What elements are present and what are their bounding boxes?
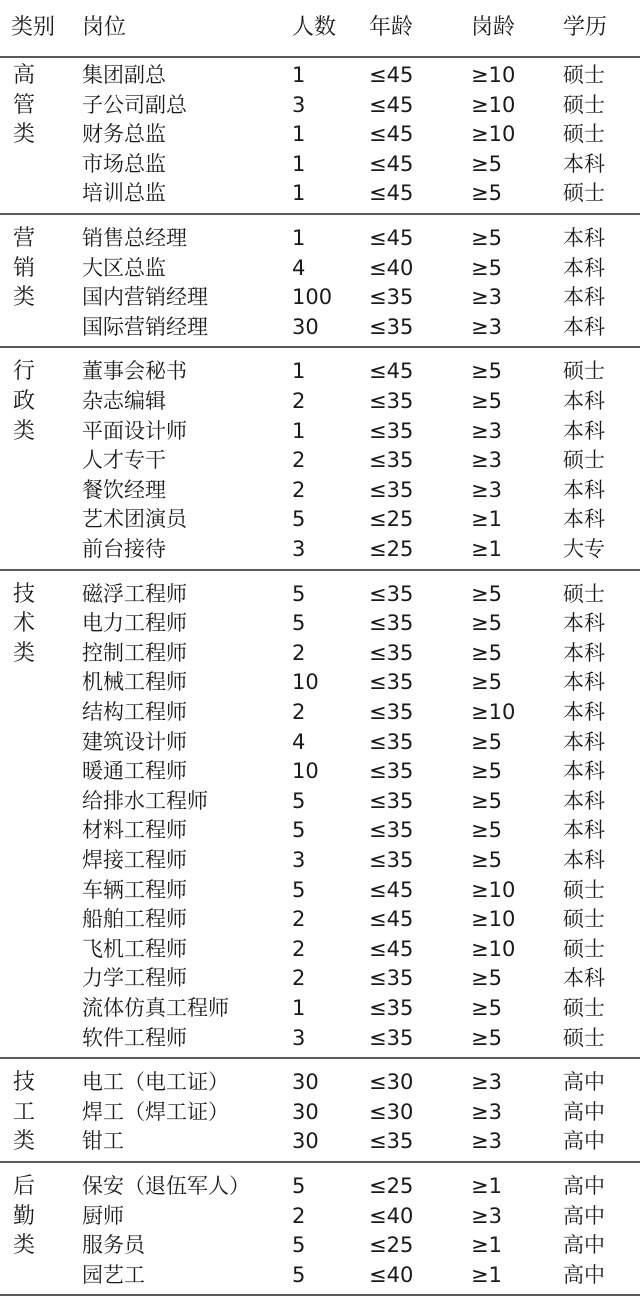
cell-education: 硕士 <box>563 448 605 473</box>
cell-education: 高中 <box>563 1203 605 1228</box>
cell-position: 焊工（焊工证） <box>82 1099 229 1124</box>
cell-position: 钳工 <box>82 1129 124 1154</box>
category-char: 类 <box>12 418 35 444</box>
cell-position: 财务总监 <box>82 122 166 147</box>
group-divider <box>0 1057 640 1059</box>
cell-education: 本科 <box>563 788 605 813</box>
cell-tenure: ≥3 <box>471 477 502 502</box>
cell-tenure: ≥5 <box>471 759 502 784</box>
cell-age: ≤30 <box>369 1070 414 1095</box>
cell-count: 4 <box>292 255 306 280</box>
cell-age: ≤35 <box>369 611 414 636</box>
cell-education: 硕士 <box>563 907 605 932</box>
cell-position: 大区总监 <box>82 255 166 280</box>
cell-position: 磁浮工程师 <box>82 581 187 606</box>
cell-tenure: ≥5 <box>471 848 502 872</box>
cell-age: ≤35 <box>369 670 414 695</box>
cell-count: 10 <box>292 670 319 695</box>
cell-age: ≤25 <box>369 1174 414 1198</box>
cell-position: 前台接待 <box>82 537 166 561</box>
cell-position: 董事会秘书 <box>82 359 187 384</box>
category-label <box>11 580 37 669</box>
cell-tenure: ≥5 <box>471 151 502 176</box>
cell-age: ≤45 <box>369 226 414 250</box>
cell-tenure: ≥3 <box>471 418 502 443</box>
cell-education: 本科 <box>563 729 605 754</box>
cell-age: ≤45 <box>369 92 414 117</box>
cell-age: ≤35 <box>369 640 414 665</box>
cell-age: ≤25 <box>369 537 414 561</box>
cell-education: 本科 <box>563 477 605 502</box>
cell-education: 本科 <box>563 255 605 280</box>
header-age: 年龄 <box>369 15 414 40</box>
cell-tenure: ≥10 <box>471 122 516 147</box>
cell-education: 硕士 <box>563 877 605 902</box>
cell-age: ≤45 <box>369 359 414 384</box>
table-header <box>0 0 640 56</box>
cell-tenure: ≥10 <box>471 700 516 724</box>
category-label <box>11 1172 37 1261</box>
cell-count: 1 <box>292 122 306 147</box>
cell-education: 高中 <box>563 1099 605 1124</box>
cell-age: ≤45 <box>369 877 414 902</box>
cell-tenure: ≥5 <box>471 1025 502 1050</box>
cell-education: 本科 <box>563 670 605 695</box>
category-label <box>11 357 37 446</box>
cell-position: 园艺工 <box>82 1262 145 1287</box>
cell-tenure: ≥1 <box>471 1174 502 1198</box>
cell-age: ≤35 <box>369 788 414 813</box>
cell-position: 给排水工程师 <box>82 788 208 813</box>
cell-age: ≤35 <box>369 389 414 413</box>
cell-count: 3 <box>292 1025 306 1050</box>
cell-count: 2 <box>292 448 306 473</box>
cell-education: 硕士 <box>563 1025 605 1050</box>
cell-position: 焊接工程师 <box>82 848 187 872</box>
cell-position: 餐饮经理 <box>82 477 166 502</box>
cell-tenure: ≥5 <box>471 581 502 606</box>
cell-tenure: ≥3 <box>471 285 502 310</box>
cell-tenure: ≥5 <box>471 640 502 665</box>
cell-tenure: ≥10 <box>471 63 516 87</box>
cell-position: 流体仿真工程师 <box>82 996 229 1020</box>
cell-tenure: ≥1 <box>471 507 502 532</box>
cell-education: 本科 <box>563 640 605 665</box>
cell-count: 5 <box>292 507 306 532</box>
cell-position: 机械工程师 <box>82 670 187 695</box>
cell-count: 30 <box>292 1099 319 1124</box>
cell-education: 本科 <box>563 966 605 991</box>
cell-tenure: ≥5 <box>471 966 502 991</box>
cell-tenure: ≥5 <box>471 359 502 384</box>
header-divider <box>0 56 640 58</box>
cell-position: 市场总监 <box>82 151 166 176</box>
cell-tenure: ≥1 <box>471 537 502 561</box>
cell-age: ≤25 <box>369 507 414 532</box>
cell-education: 硕士 <box>563 181 605 206</box>
category-char: 技 <box>12 581 35 607</box>
group-divider <box>0 213 640 215</box>
cell-position: 国际营销经理 <box>82 314 208 339</box>
cell-count: 1 <box>292 418 306 443</box>
category-char: 勤 <box>12 1203 35 1229</box>
cell-tenure: ≥3 <box>471 314 502 339</box>
cell-tenure: ≥5 <box>471 788 502 813</box>
cell-age: ≤30 <box>369 1099 414 1124</box>
category-char: 行 <box>12 359 35 385</box>
cell-position: 服务员 <box>82 1233 145 1258</box>
cell-position: 国内营销经理 <box>82 285 208 310</box>
cell-education: 本科 <box>563 848 605 872</box>
cell-education: 硕士 <box>563 92 605 117</box>
cell-count: 1 <box>292 359 306 384</box>
cell-count: 1 <box>292 226 306 250</box>
cell-count: 3 <box>292 848 306 872</box>
cell-position: 控制工程师 <box>82 640 187 665</box>
cell-age: ≤40 <box>369 255 414 280</box>
cell-position: 结构工程师 <box>82 700 187 724</box>
header-education: 学历 <box>563 15 608 40</box>
cell-count: 5 <box>292 877 306 902</box>
category-label <box>11 61 37 150</box>
category-char: 类 <box>12 1129 35 1155</box>
cell-education: 本科 <box>563 314 605 339</box>
cell-education: 本科 <box>563 611 605 636</box>
cell-count: 2 <box>292 907 306 932</box>
cell-education: 高中 <box>563 1233 605 1258</box>
cell-count: 5 <box>292 1233 306 1258</box>
cell-age: ≤35 <box>369 418 414 443</box>
header-position: 岗位 <box>82 15 127 40</box>
cell-position: 集团副总 <box>82 63 166 87</box>
cell-position: 电工（电工证） <box>82 1070 229 1095</box>
cell-position: 暖通工程师 <box>82 759 187 784</box>
cell-count: 5 <box>292 818 306 843</box>
cell-age: ≤35 <box>369 729 414 754</box>
cell-education: 本科 <box>563 759 605 784</box>
cell-education: 大专 <box>563 537 605 561</box>
cell-count: 5 <box>292 788 306 813</box>
cell-count: 1 <box>292 151 306 176</box>
cell-count: 3 <box>292 92 306 117</box>
cell-tenure: ≥3 <box>471 1099 502 1124</box>
cell-education: 硕士 <box>563 936 605 961</box>
cell-age: ≤35 <box>369 581 414 606</box>
cell-tenure: ≥5 <box>471 389 502 413</box>
cell-education: 本科 <box>563 818 605 843</box>
cell-age: ≤25 <box>369 1233 414 1258</box>
cell-count: 100 <box>292 285 333 310</box>
cell-position: 销售总经理 <box>82 226 187 250</box>
header-tenure: 岗龄 <box>471 15 516 40</box>
cell-age: ≤35 <box>369 759 414 784</box>
cell-tenure: ≥5 <box>471 670 502 695</box>
category-char: 类 <box>12 285 35 311</box>
cell-education: 本科 <box>563 226 605 250</box>
cell-position: 车辆工程师 <box>82 877 187 902</box>
cell-tenure: ≥3 <box>471 1129 502 1154</box>
cell-age: ≤45 <box>369 63 414 87</box>
cell-count: 2 <box>292 477 306 502</box>
cell-education: 本科 <box>563 700 605 724</box>
header-category: 类别 <box>11 15 56 40</box>
category-char: 类 <box>12 640 35 666</box>
cell-education: 本科 <box>563 151 605 176</box>
cell-age: ≤35 <box>369 1129 414 1154</box>
header-count: 人数 <box>292 15 337 40</box>
category-char: 类 <box>12 122 35 148</box>
cell-education: 硕士 <box>563 359 605 384</box>
group-divider <box>0 346 640 348</box>
cell-count: 2 <box>292 966 306 991</box>
cell-tenure: ≥5 <box>471 729 502 754</box>
cell-tenure: ≥3 <box>471 1203 502 1228</box>
cell-count: 2 <box>292 1203 306 1228</box>
category-char: 技 <box>12 1070 35 1096</box>
cell-age: ≤35 <box>369 1025 414 1050</box>
cell-count: 2 <box>292 700 306 724</box>
cell-tenure: ≥5 <box>471 818 502 843</box>
cell-count: 4 <box>292 729 306 754</box>
cell-position: 培训总监 <box>82 181 166 206</box>
cell-education: 本科 <box>563 285 605 310</box>
category-char: 营 <box>12 226 35 251</box>
cell-position: 软件工程师 <box>82 1025 187 1050</box>
cell-count: 2 <box>292 640 306 665</box>
cell-position: 艺术团演员 <box>82 507 187 532</box>
cell-education: 高中 <box>563 1262 605 1287</box>
category-char: 政 <box>12 388 35 414</box>
cell-position: 材料工程师 <box>82 818 187 843</box>
cell-education: 高中 <box>563 1070 605 1095</box>
cell-age: ≤35 <box>369 314 414 339</box>
cell-education: 高中 <box>563 1174 605 1198</box>
cell-count: 1 <box>292 996 306 1020</box>
cell-education: 本科 <box>563 507 605 532</box>
cell-tenure: ≥10 <box>471 92 516 117</box>
cell-position: 电力工程师 <box>82 611 187 636</box>
cell-position: 人才专干 <box>82 448 166 473</box>
cell-count: 5 <box>292 1174 306 1198</box>
category-label <box>11 224 37 313</box>
cell-position: 子公司副总 <box>82 92 187 117</box>
category-char: 后 <box>12 1174 35 1199</box>
cell-position: 力学工程师 <box>82 966 187 991</box>
cell-count: 1 <box>292 181 306 206</box>
cell-count: 10 <box>292 759 319 784</box>
cell-age: ≤35 <box>369 700 414 724</box>
category-char: 工 <box>12 1099 35 1125</box>
cell-position: 厨师 <box>82 1203 124 1228</box>
cell-education: 硕士 <box>563 996 605 1020</box>
cell-age: ≤45 <box>369 936 414 961</box>
cell-tenure: ≥10 <box>471 907 516 932</box>
cell-age: ≤35 <box>369 477 414 502</box>
category-char: 管 <box>12 92 35 118</box>
cell-tenure: ≥3 <box>471 448 502 473</box>
cell-age: ≤35 <box>369 285 414 310</box>
cell-education: 本科 <box>563 389 605 413</box>
cell-age: ≤35 <box>369 966 414 991</box>
cell-count: 5 <box>292 581 306 606</box>
category-char: 类 <box>12 1233 35 1259</box>
cell-count: 2 <box>292 936 306 961</box>
cell-count: 30 <box>292 1070 319 1095</box>
cell-education: 本科 <box>563 418 605 443</box>
cell-age: ≤35 <box>369 848 414 872</box>
cell-tenure: ≥10 <box>471 936 516 961</box>
cell-tenure: ≥10 <box>471 877 516 902</box>
cell-education: 硕士 <box>563 122 605 147</box>
cell-position: 平面设计师 <box>82 418 187 443</box>
cell-age: ≤35 <box>369 448 414 473</box>
cell-tenure: ≥5 <box>471 996 502 1020</box>
cell-position: 杂志编辑 <box>82 389 166 413</box>
cell-age: ≤45 <box>369 907 414 932</box>
cell-count: 3 <box>292 537 306 561</box>
cell-age: ≤35 <box>369 818 414 843</box>
category-char: 高 <box>12 63 35 88</box>
cell-tenure: ≥5 <box>471 255 502 280</box>
cell-education: 硕士 <box>563 63 605 87</box>
cell-position: 保安（退伍军人） <box>82 1174 250 1198</box>
cell-education: 硕士 <box>563 581 605 606</box>
cell-tenure: ≥5 <box>471 181 502 206</box>
cell-age: ≤40 <box>369 1262 414 1287</box>
category-char: 术 <box>12 611 35 637</box>
cell-education: 高中 <box>563 1129 605 1154</box>
cell-count: 5 <box>292 611 306 636</box>
cell-position: 飞机工程师 <box>82 936 187 961</box>
cell-count: 5 <box>292 1262 306 1287</box>
cell-count: 30 <box>292 314 319 339</box>
cell-age: ≤40 <box>369 1203 414 1228</box>
cell-position: 建筑设计师 <box>82 729 187 754</box>
cell-tenure: ≥1 <box>471 1233 502 1258</box>
category-char: 销 <box>12 255 35 281</box>
cell-tenure: ≥1 <box>471 1262 502 1287</box>
category-label <box>11 1068 37 1157</box>
cell-age: ≤45 <box>369 151 414 176</box>
cell-count: 30 <box>292 1129 319 1154</box>
cell-age: ≤45 <box>369 181 414 206</box>
group-divider <box>0 1161 640 1163</box>
cell-tenure: ≥5 <box>471 611 502 636</box>
cell-tenure: ≥3 <box>471 1070 502 1095</box>
cell-count: 1 <box>292 63 306 87</box>
cell-age: ≤35 <box>369 996 414 1020</box>
cell-position: 船舶工程师 <box>82 907 187 932</box>
group-divider <box>0 569 640 571</box>
cell-tenure: ≥5 <box>471 226 502 250</box>
cell-count: 2 <box>292 389 306 413</box>
cell-age: ≤45 <box>369 122 414 147</box>
